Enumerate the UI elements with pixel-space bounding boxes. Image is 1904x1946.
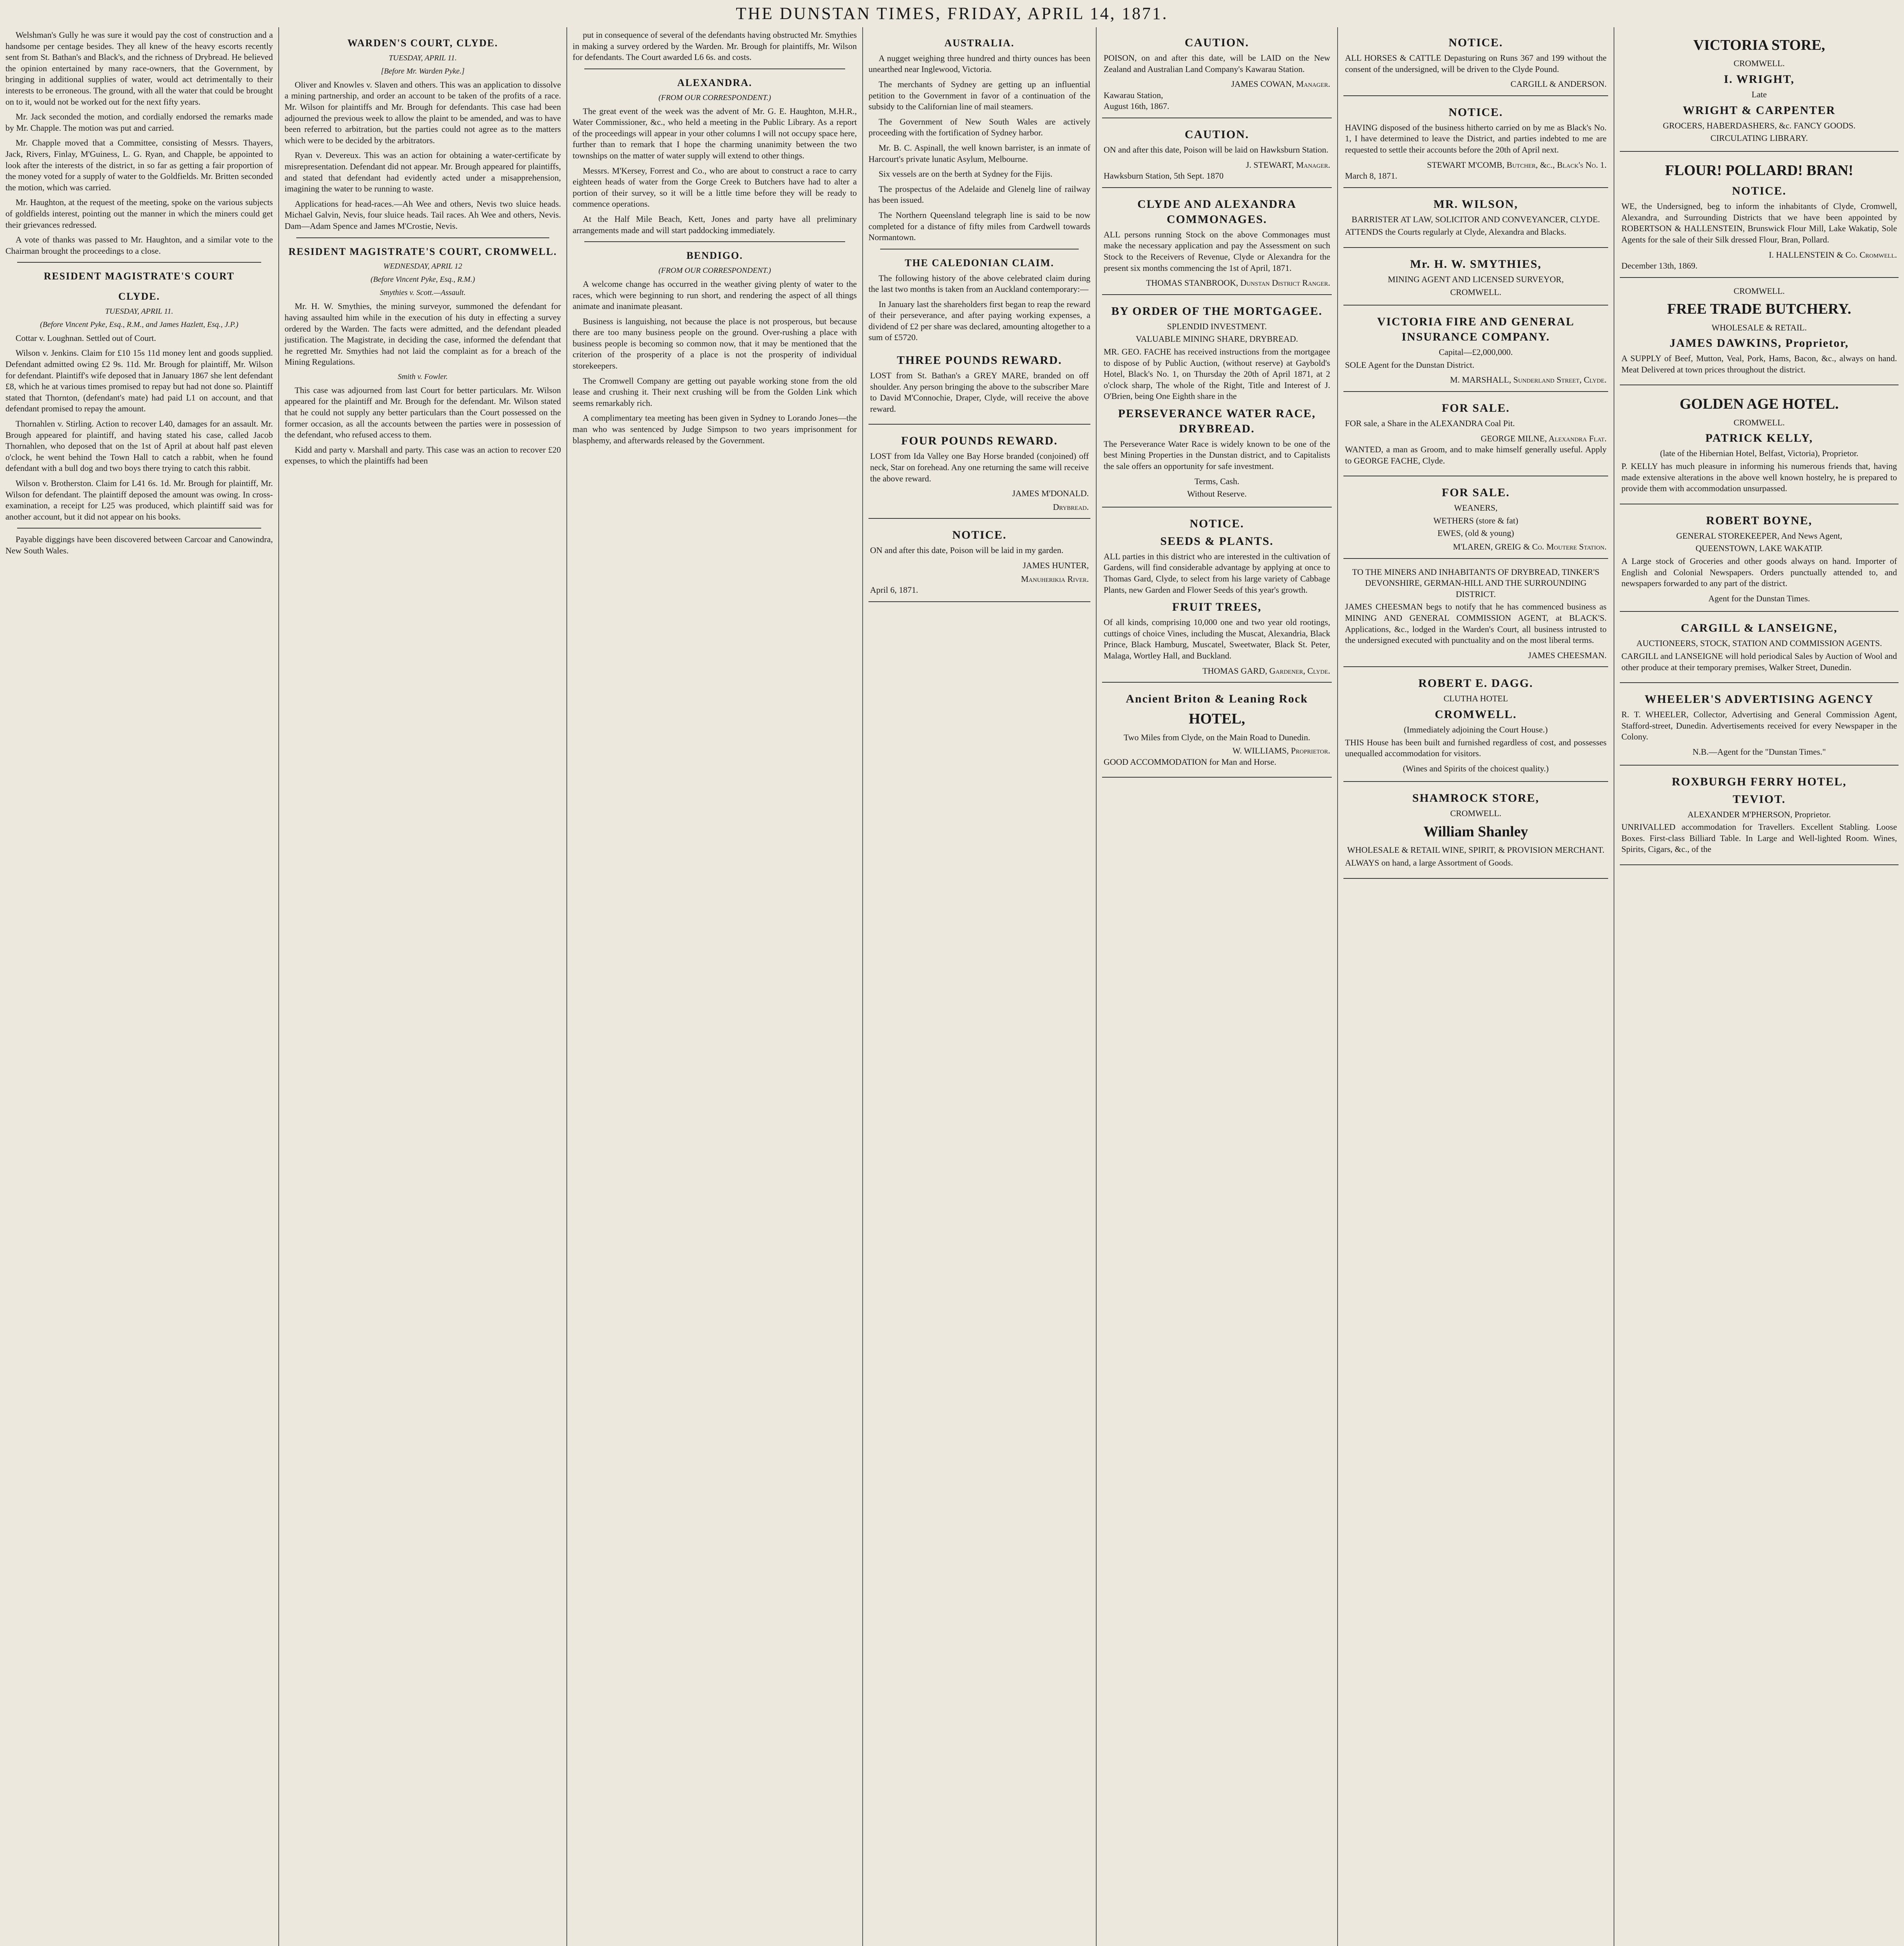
newspaper-columns [0,27,1904,1946]
advert-subtitle: Two Miles from Clyde, on the Main Road to Dunedin. [1123,732,1310,742]
advert-title: FOR SALE. [1442,401,1510,414]
advert-text: CARGILL and LANSEIGNE will hold periodical Sales by Auction of Wool and other produce at their temporary premises, Walker Street, Dunedin. [1621,651,1897,672]
section-heading: AUSTRALIA. [944,37,1014,49]
paragraph: The following history of the above celebrated claim during the last two months is taken from an Auckland contemporary:— [868,273,1090,294]
advert-title: THREE POUNDS REWARD. [897,354,1062,367]
advert-text: UNRIVALLED accommodation for Travellers. Excellent Stabling. Loose Boxes. First-class Billiard Table. In Large and Well-lighted Room. Wines, Spirits, Cigars, &c., of the [1621,822,1897,854]
advert-title: VICTORIA STORE, [1693,37,1825,53]
advert-wilson-barrister [1343,191,1608,248]
advert-flour [1620,155,1899,278]
advert-for-sale-sheep [1343,479,1608,559]
advert-text: ON and after this date, Poison will be laid in my garden. [870,545,1064,555]
section-byline: (FROM OUR CORRESPONDENT.) [658,93,771,102]
section-date: TUESDAY, APRIL 11. [105,307,173,316]
advert-title: HOTEL, [1188,711,1245,727]
advert-title: CARGILL & LANSEIGNE, [1681,622,1838,635]
advert-place: CROMWELL. [1733,417,1785,427]
section-date: WEDNESDAY, APRIL 12 [383,262,462,271]
advert-date: March 8, 1871. [1345,171,1398,181]
advert-notice-business [1343,99,1608,188]
paragraph: Applications for head-races.—Ah Wee and others, Nevis two sluice heads. Michael Galvin, Nevis, four sluice heads. Tail races. Ah Wee and others, Nevis. Dam—Adam Spence and James M'Crostie, Nevis. [285,198,561,231]
advert-title: PERSEVERANCE WATER RACE, DRYBREAD. [1118,407,1316,435]
advert-commonages [1102,191,1332,295]
advert-robert-boyne [1620,508,1899,612]
advert-signature: W. WILLIAMS, Proprietor. [1232,746,1330,756]
advert-place: CROMWELL. [1733,286,1785,296]
advert-clutha-hotel [1343,670,1608,782]
advert-subtitle: GENERAL STOREKEEPER, And News Agent, [1676,530,1842,541]
advert-name: William Shanley [1423,823,1528,840]
advert-victoria-store [1620,30,1899,152]
advert-line: WETHERS (store & fat) [1433,515,1519,525]
advert-text: R. T. WHEELER, Collector, Advertising and General Commission Agent, Stafford-street, Dunedin. Advertisements received for every Newspaper in the Colony. [1621,710,1897,742]
paragraph: This case was adjourned from last Court for better particulars. Mr. Wilson appeared for the plaintiff and Mr. Brough for the defendant. Mr. Wilson stated that he could not supply any better particulars than the Court possessed on the former occasion, as all the accounts between the parties were in possession of the defendant, who refused access to them. [285,385,561,440]
advert-date: August 16th, 1867. [1104,101,1169,111]
advert-text: WANTED, a man as Groom, and to make himself generally useful. Apply to GEORGE FACHE, Clyde. [1345,444,1607,465]
divider [296,237,549,238]
advert-subtitle: (Wines and Spirits of the choicest quality.) [1403,763,1549,773]
advert-text: FOR sale, a Share in the ALEXANDRA Coal Pit. [1345,418,1515,428]
advert-place: CROMWELL. [1450,287,1501,297]
section-heading: BENDIGO. [686,250,743,262]
advert-text: ALWAYS on hand, a large Assortment of Goods. [1345,857,1513,868]
paragraph: Cottar v. Loughnan. Settled out of Court. [16,333,156,343]
advert-signature: J. STEWART, Manager. [1246,160,1330,170]
paragraph: Oliver and Knowles v. Slaven and others. This was an application to dissolve a mining partnership, and order an account to be taken of the profits of a race. Mr. Wilson for plaintiffs and Mr. Brough for defendants. This case had been adjourned the previous week to allow the plaint to be amended, and was to have been referred to arbitration, but the parties could not agree as to the matters which were to be decided by the arbitrators. [285,79,561,145]
advert-text: P. KELLY has much pleasure in informing his numerous friends that, having made extensive alterations in the above well known hostelry, he is prepared to provide them with accommodation unsurpassed. [1621,461,1897,494]
advert-title: NOTICE. [1190,517,1244,530]
section-heading: RESIDENT MAGISTRATE'S COURT [44,270,235,282]
section-heading: ALEXANDRA. [677,77,752,88]
advert-agent: Agent for the Dunstan Times. [1708,593,1810,603]
advert-title: GOLDEN AGE HOTEL. [1679,396,1839,413]
section-bench: (Before Vincent Pyke, Esq., R.M., and James Hazlett, Esq., J.P.) [40,320,239,329]
advert-agent: N.B.—Agent for the "Dunstan Times." [1692,746,1826,757]
advert-line: WEANERS, [1454,503,1498,513]
advert-subtitle: (Immediately adjoining the Court House.) [1404,725,1548,734]
case-title: Smith v. Fowler. [397,372,448,381]
paragraph: put in consequence of several of the defendants having obstructed Mr. Smythies in making a survey ordered by the Warden. Mr. Brough for plaintiffs, Mr. Wilson for defendants. The Court awarded L6 6s. and costs. [573,30,857,62]
advert-title: SHAMROCK STORE, [1412,792,1540,805]
section-byline: (FROM OUR CORRESPONDENT.) [658,266,771,275]
advert-smythies-surveyor [1343,251,1608,306]
advert-signature: CARGILL & ANDERSON. [1510,79,1607,89]
section-place: CLYDE. [118,291,160,302]
advert-text: POISON, on and after this date, will be LAID on the New Zealand and Australian Land Company's Kawarau Station. [1104,53,1330,74]
advert-free-trade-butchery [1620,281,1899,386]
advert-subtitle: WHOLESALE & RETAIL WINE, SPIRIT, & PROVISION MERCHANT. [1347,845,1605,855]
advert-signature: JAMES CHEESMAN. [1528,650,1607,660]
advert-subtitle: FRUIT TREES, [1172,601,1262,614]
paragraph: The merchants of Sydney are getting up an influential petition to the Government in favor of a continuation of the subsidy to the Californian line of mail steamers. [868,79,1090,112]
divider [17,528,261,529]
advert-line: EWES, (old & young) [1437,528,1514,538]
advert-title: VICTORIA FIRE AND GENERAL INSURANCE COMPANY. [1377,315,1575,344]
advert-place: CROMWELL. [1450,808,1501,818]
paragraph: The Northern Queensland telegraph line is said to be now completed for a distance of fifty miles from Cardwell towards Normantown. [868,210,1090,242]
advert-subtitle: SEEDS & PLANTS. [1160,534,1274,548]
paragraph: Kidd and party v. Marshall and party. This case was an action to recover £20 expenses, to which the plaintiffs had been [285,444,561,466]
advert-terms: Terms, Cash. [1194,476,1239,486]
column-1 [0,27,278,1946]
advert-subtitle: GROCERS, HABERDASHERS, &c. FANCY GOODS. [1663,120,1856,130]
paragraph: A welcome change has occurred in the weather giving plenty of water to the races, which were beginning to run short, and rendering the aspect of all things animate and inanimate pleasant. [573,279,857,311]
paragraph: Payable diggings have been discovered between Carcoar and Canowindra, New South Wales. [5,534,273,555]
advert-place: Manuherikia River. [1021,574,1089,584]
advert-subtitle: SPLENDID INVESTMENT. [1167,321,1267,331]
advert-four-pounds-reward [868,428,1090,519]
paragraph: The Cromwell Company are getting out payable working stone from the old lease and crushing it. Their next crushing will be from the Golden Link which seems remarkably rich. [573,376,857,408]
section-bench: [Before Mr. Warden Pyke.] [381,67,465,76]
advert-title: CAUTION. [1185,128,1249,141]
advert-date: April 6, 1871. [870,585,918,595]
advert-subtitle: Late [1751,89,1767,99]
advert-cargill-lanseigne [1620,615,1899,683]
advert-title: ROBERT E. DAGG. [1418,677,1533,690]
advert-signature: JAMES HUNTER, [1023,560,1089,570]
advert-miners-drybread [1343,562,1608,667]
advert-text: ALL HORSES & CATTLE Depasturing on Runs 367 and 199 without the consent of the undersigned, will be driven to the Clyde Pound. [1345,53,1607,74]
advert-subtitle: BARRISTER AT LAW, SOLICITOR AND CONVEYANCER, CLYDE. [1352,214,1600,224]
paragraph: Mr. Jack seconded the motion, and cordially endorsed the remarks made by Mr. Chapple. The motion was put and carried. [5,112,273,133]
section-heading: THE CALEDONIAN CLAIM. [905,257,1054,269]
advert-title: FLOUR! POLLARD! BRAN! [1665,162,1853,179]
masthead: THE DUNSTAN TIMES, FRIDAY, APRIL 14, 1871. [736,4,1168,23]
advert-title: ROBERT BOYNE, [1706,514,1813,527]
paragraph: Ryan v. Devereux. This was an action for obtaining a water-certificate by misrepresentation. Defendant did not appear. Mr. Brough appeared for plaintiffs, and stated that defendant had evidently acted under a misapprehension, imagining the water to be running to waste. [285,150,561,194]
divider [584,68,845,69]
paragraph: Wilson v. Jenkins. Claim for £10 15s 11d money lent and goods supplied. Defendant admitted owing £2 9s. 11d. Mr. Brough for plaintiff, Mr. Wilson for defendant. Plaintiff's wife deposed that in January 1867 she lent defendant £8, which he at various times promised to repay but had not done so. Plaintiff stated that Thornton, (defendant's mate) had paid L1 on account, and that defendant promised to repay the amount. [5,348,273,414]
advert-title: TO THE MINERS AND INHABITANTS OF DRYBREAD, TINKER'S DEVONSHIRE, GERMAN-HILL AND THE SURROUNDING DISTRICT. [1352,567,1600,599]
section-heading: RESIDENT MAGISTRATE'S COURT, CROMWELL. [288,246,557,257]
advert-title: NOTICE. [1449,105,1503,119]
section-bench: (Before Vincent Pyke, Esq., R.M.) [370,275,475,284]
advert-place: QUEENSTOWN, LAKE WAKATIP. [1695,543,1823,553]
advert-date: December 13th, 1869. [1621,261,1698,271]
advert-place: Hawksburn Station, 5th Sept. 1870 [1104,171,1224,181]
advert-signature: STEWART M'COMB, Butcher, &c., Black's No. 1. [1427,160,1607,170]
advert-title: FREE TRADE BUTCHERY. [1667,301,1851,318]
advert-place: CROMWELL. [1733,58,1785,68]
advert-text: ALL persons running Stock on the above Commonages must make the necessary application and pay the Assessment on such Stock to the Receivers of Revenue, Clyde or Alexandra for the present six months commencing the 1st of April, 1871. [1104,229,1330,273]
advert-caution-kawarau [1102,30,1332,118]
advert-text: LOST from Ida Valley one Bay Horse branded (conjoined) off neck, Star on forehead. Any one returning the same will receive the above reward. [870,451,1089,483]
paragraph: Mr. H. W. Smythies, the mining surveyor, summoned the defendant for having assaulted him while in the execution of his duty in effecting a survey ordered by the Warden. The facts were admitted, and the defendant pleaded justification. The Magistrate, in deciding the case, informed the defendant that he regretted Mr. Smythies had not laid the complaint as for a breach of the Mining Regulations. [285,301,561,367]
paragraph: A vote of thanks was passed to Mr. Haughton, and a similar vote to the Chairman brought the proceedings to a close. [5,235,273,256]
advert-golden-age-hotel [1620,388,1899,504]
divider [17,262,261,263]
advert-text: THIS House has been built and furnished regardless of cost, and possesses unequalled accommodation for visitors. [1345,737,1607,759]
advert-reserve: Without Reserve. [1187,489,1247,499]
advert-signature: JAMES M'DONALD. [1012,488,1089,499]
advert-title: NOTICE. [1449,36,1503,49]
advert-text: ON and after this date, Poison will be laid on Hawksburn Station. [1104,144,1329,155]
advert-name: ALEXANDER M'PHERSON, Proprietor. [1687,809,1831,819]
advert-subtitle: AUCTIONEERS, STOCK, STATION AND COMMISSION AGENTS. [1636,638,1882,648]
advert-name: PATRICK KELLY, [1705,432,1813,445]
advert-mortgagee-sale [1102,298,1332,508]
advert-wheeler-agency [1620,686,1899,765]
advert-title: NOTICE. [952,529,1007,542]
advert-firm: WRIGHT & CARPENTER [1682,104,1836,117]
advert-text: A Large stock of Groceries and other goods always on hand. Importer of English and Colonial Newspapers. Orders punctually attended to, and newspapers forwarded to any part of the district. [1621,556,1897,588]
advert-text: ATTENDS the Courts regularly at Clyde, Alexandra and Blacks. [1345,227,1566,237]
advert-title: MR. WILSON, [1433,197,1518,211]
case-title: Smythies v. Scott.—Assault. [380,288,466,297]
advert-text: WE, the Undersigned, beg to inform the inhabitants of Clyde, Cromwell, Alexandra, and Surrounding Districts that we have been appointed by ROBERTSON & HALLENSTEIN, Brunswick Flour Mill, Lake Wakatip, Sole Agents for the sale of their Silk dressed Flour, Bran, Pollard. [1621,201,1897,244]
advert-text: ALL parties in this district who are interested in the cultivation of Gardens, will find considerable advantage by applying at once to Thomas Gard, Clyde, to select from his large variety of Cabbage Plants, new Garden and Flower Seeds of this year's growth. [1104,551,1330,595]
advert-subtitle: WHOLESALE & RETAIL. [1711,322,1807,332]
paragraph: Mr. Chapple moved that a Committee, consisting of Messrs. Thayers, Jack, Rivers, Finlay, M'Guiness, L. G. Ryan, and Chapple, be appointed to look after the interests of the district, in so far as getting a fair proportion of the money voted for a supply of water to the Goldfields. Mr. Britten seconded the motion, which was carried. [5,138,273,192]
advert-place: Kawarau Station, [1104,90,1163,100]
paragraph: Welshman's Gully he was sure it would pay the cost of construction and a handsome per centage besides. They all knew of the heavy escorts recently sent from St. Bathan's and Black's, and the richness of Drybread. He believed the opinion entertained by many race-owners, that the Government, by bringing in additional supplies of water, would act detrimentally to their interests to be erroneous. The ground, with all the water that could be brought on to it, would not be worked out for the next fifty years. [5,30,273,107]
advert-victoria-insurance [1343,309,1608,392]
column-2 [278,27,566,1946]
paragraph: In January last the shareholders first began to reap the reward of their perseverance, and after paying working expenses, a dividend of £2 per share was declared, amounting altogether to a sum of £5720. [868,299,1090,342]
advert-signature: THOMAS GARD, Gardener, Clyde. [1202,666,1330,676]
advert-text: Of all kinds, comprising 10,000 one and two year old rootings, cuttings of choice Vines, including the Muscat, Alexandria, Black Prince, Black Hamburg, Muscatel, Sweetwater, Black St. Peter, Malaga, Wortley Hall, and Buckland. [1104,617,1330,660]
column-3 [566,27,862,1946]
column-7 [1614,27,1904,1946]
column-6 [1337,27,1614,1946]
advert-signature: M'LAREN, GREIG & Co. Moutere Station. [1453,542,1607,552]
advert-seeds-plants [1102,511,1332,683]
paragraph: Mr. B. C. Aspinall, the well known barrister, is an inmate of Harcourt's private lunatic Asylum, Melbourne. [868,142,1090,164]
advert-title: FOR SALE. [1442,486,1510,499]
advert-shamrock-store [1343,785,1608,878]
advert-signature: THOMAS STANBROOK, Dunstan District Ranger. [1146,278,1330,288]
advert-text: The Perseverance Water Race is widely known to be one of the best Mining Properties in the Dunstan district, and to Capitalists the sale offers an opportunity for safe investment. [1104,439,1330,471]
paragraph: Wilson v. Brotherston. Claim for L41 6s. 1d. Mr. Brough for plaintiff, Mr. Wilson for defendant. The plaintiff deposed the amount was owing. In cross-examination, a receipt for L25 was produced, which plaintiff said was for another account, but it did not appear on his books. [5,478,273,522]
advert-subtitle: (late of the Hibernian Hotel, Belfast, Victoria), Proprietor. [1660,448,1858,458]
paragraph: Mr. Haughton, at the request of the meeting, spoke on the various subjects of goldfields interest, pointing out the manner in which the miners could get their grievances redressed. [5,197,273,230]
advert-subtitle: NOTICE. [1732,184,1786,198]
advert-subtitle: MINING AGENT AND LICENSED SURVEYOR, [1388,274,1564,284]
advert-place: Drybread. [1053,502,1089,512]
advert-title: CAUTION. [1185,36,1249,49]
advert-subtitle: Capital—£2,000,000. [1438,347,1513,357]
paragraph: The Government of New South Wales are actively proceeding with the fortification of Sydney harbor. [868,116,1090,138]
advert-caution-hawksburn [1102,121,1332,188]
advert-title: Ancient Briton & Leaning Rock [1125,692,1308,706]
advert-subtitle: CLUTHA HOTEL [1443,694,1508,704]
advert-place: TEVIOT. [1733,792,1786,806]
paragraph: Business is languishing, not because the place is not prosperous, but because there are too many business people on the ground. Over-rushing a place with business people is becoming so common now, that it may be mentioned that the criterion of the prosperity of a place is not the prosperity of individual storekeepers. [573,316,857,371]
advert-text: LOST from St. Bathan's a GREY MARE, branded on off shoulder. Any person bringing the above to the subscriber Mare to David M'Connochie, Draper, Clyde, will receive the above reward. [870,371,1089,414]
advert-subtitle: CIRCULATING LIBRARY. [1710,133,1808,143]
advert-title: Mr. H. W. SMYTHIES, [1410,257,1542,270]
advert-roxburgh-hotel [1620,769,1899,865]
advert-for-sale-coal [1343,395,1608,476]
advert-signature: M. MARSHALL, Sunderland Street, Clyde. [1450,375,1607,385]
advert-title: WHEELER'S ADVERTISING AGENCY [1644,693,1874,706]
section-date: TUESDAY, APRIL 11. [389,53,457,62]
advert-notice-horses [1343,30,1608,96]
advert-text: MR. GEO. FACHE has received instructions from the mortgagee to dispose of by Public Auction, (without reserve) at Gaybold's Hotel, Black's No. 1, on Thursday the 20th of April 1871, at 2 o'clock sharp, The whole of the Right, Title and Interest of J. O'Brien, being One Eighth share in the [1104,346,1330,401]
paragraph: Messrs. M'Kersey, Forrest and Co., who are about to construct a race to carry eighteen heads of water from the Gorge Creek to Butchers have had to alter a portion of their survey, so it will be a little time before they will be ready to commence operations. [573,165,857,209]
paragraph: The prospectus of the Adelaide and Glenelg line of railway has been issued. [868,184,1090,205]
divider [584,241,845,242]
advert-signature: JAMES COWAN, Manager. [1231,79,1330,89]
paragraph: Six vessels are on the berth at Sydney for the Fijis. [879,169,1053,179]
advert-signature: GEORGE MILNE, Alexandra Flat. [1480,433,1607,443]
section-heading: WARDEN'S COURT, CLYDE. [347,37,498,49]
paragraph: Thornahlen v. Stirling. Action to recover L40, damages for an assault. Mr. Brough appeared for plaintiff, and having stated his case, called Jacob Thornahlen, who deposed that on the 1st of April at about half past eleven o'clock, he went behind the Town Hall to catch a rabbit, when he found defendant with a bull dog and two boys there trying to catch this rabbit. [5,419,273,473]
advert-title: FOUR POUNDS REWARD. [901,434,1058,448]
paragraph: At the Half Mile Beach, Kett, Jones and party have all preliminary arrangements made and will start paddocking immediately. [573,214,857,235]
paragraph: A nugget weighing three hundred and thirty ounces has been unearthed near Inglewood, Victoria. [868,53,1090,74]
advert-subtitle: VALUABLE MINING SHARE, DRYBREAD. [1136,334,1298,344]
advert-text: SOLE Agent for the Dunstan District. [1345,360,1475,370]
column-5 [1096,27,1337,1946]
paragraph: The great event of the week was the advent of Mr. G. E. Haughton, M.H.R., Water Commissioner, &c., who held a meeting in the Public Library. As a report of the proceedings will appear in your other columns I will not occupy space here, further than to remark that I hope the charming unanimity between the two townships on the matter of water supply will extend to other things. [573,106,857,160]
advert-notice-poison [868,522,1090,602]
advert-title: ROXBURGH FERRY HOTEL, [1672,775,1847,788]
advert-title: BY ORDER OF THE MORTGAGEE. [1111,304,1323,318]
advert-text: JAMES CHEESMAN begs to notify that he has commenced business as MINING AND GENERAL COMMISSION AGENT, at BLACK'S. Applications, &c., lodged in the Warden's Court, all business intrusted to the undersigned executed with punctuality and on the most liberal terms. [1345,602,1607,645]
paragraph: A complimentary tea meeting has been given in Sydney to Lorando Jones—the man who was sentenced by Judge Simpson to two years imprisonment for blasphemy, and afterwards released by the Government. [573,413,857,445]
advert-text: A SUPPLY of Beef, Mutton, Veal, Pork, Hams, Bacon, &c., always on hand. Meat Delivered at town prices throughout the district. [1621,353,1897,374]
advert-ancient-briton-hotel [1102,686,1332,778]
advert-text: GOOD ACCOMMODATION for Man and Horse. [1104,757,1276,767]
advert-place: CROMWELL. [1435,708,1517,721]
column-4 [862,27,1096,1946]
advert-title: CLYDE AND ALEXANDRA COMMONAGES. [1137,197,1297,226]
advert-text: HAVING disposed of the business hitherto carried on by me as Black's No. 1, I have determined to leave the District, and parties indebted to me are requested to settle their accounts before the 20th of April next. [1345,122,1607,155]
advert-name: JAMES DAWKINS, Proprietor, [1669,337,1849,350]
advert-signature: I. HALLENSTEIN & Co. Cromwell. [1769,249,1897,260]
advert-three-pounds-reward [868,347,1090,425]
advert-name: I. WRIGHT, [1724,72,1795,86]
